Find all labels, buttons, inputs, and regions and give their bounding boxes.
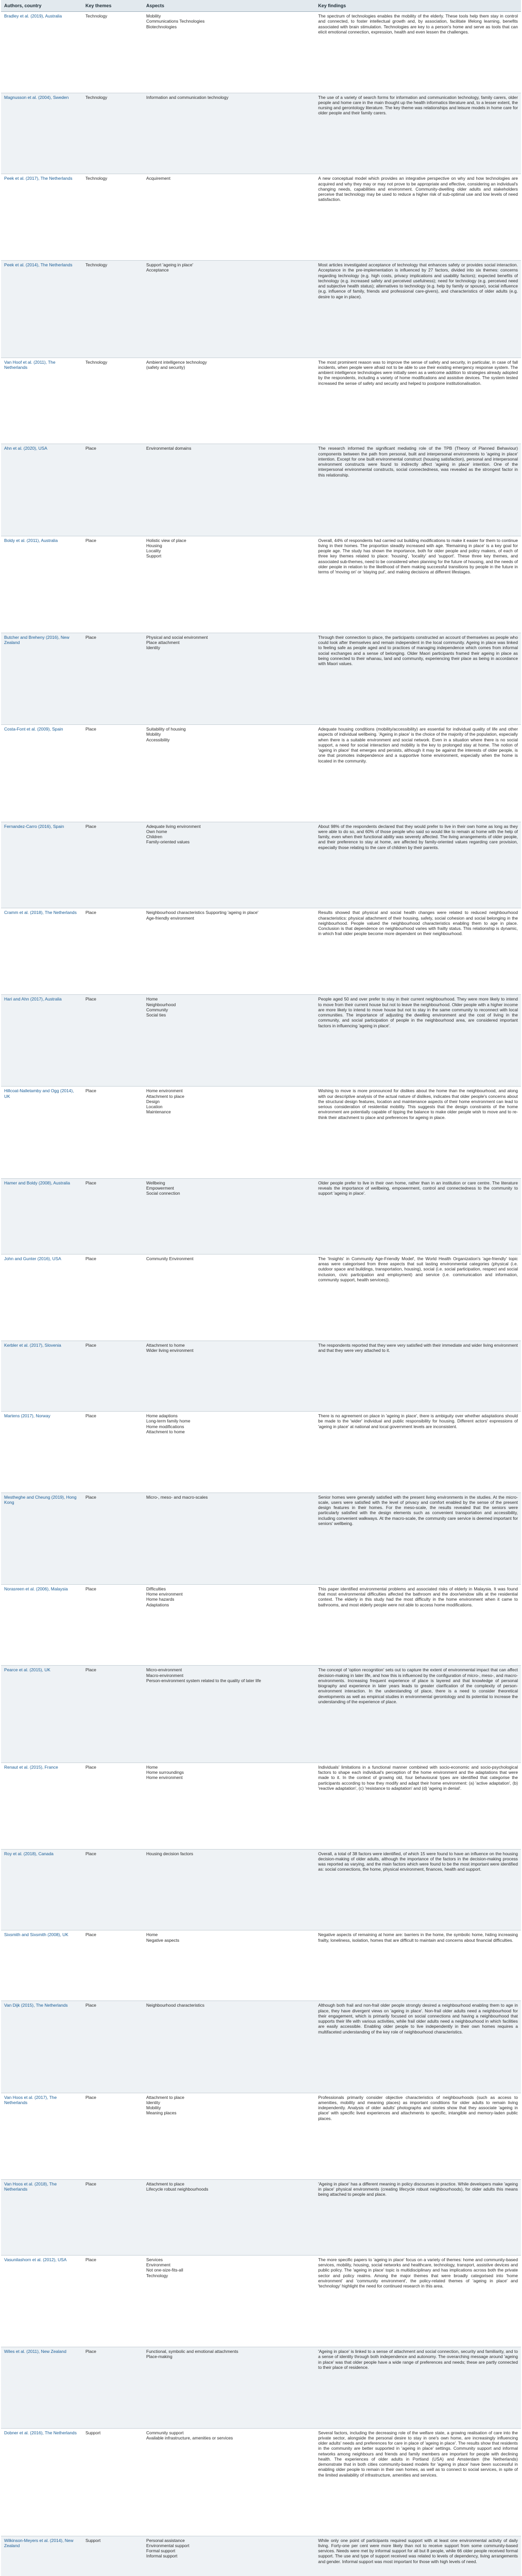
aspect-item: Locality [146, 548, 161, 554]
aspect-item: Identity [146, 2099, 161, 2105]
header-authors: Authors, country [1, 0, 82, 12]
cell-themes: Place [82, 1930, 143, 2001]
cell-findings: The most prominent reason was to improve the sense of safety and security, in particular, in case of fall incidents, when people were afraid not to be able to use their existing emergency response system. The ambient intelligence technologies were initially seen as a welcome addition to strategies already adopted by the respondents, including a variety of home modifications and assistive devices. The system tested increased the sense of safety and security and helped to postpone institutionalisation. [315, 358, 521, 444]
aspect-item: Biotechnologies [146, 24, 177, 29]
aspect-item: Information and communication technology [146, 94, 229, 100]
aspect-item: Children [146, 834, 163, 840]
cell-authors: Magnusson et al. (2004), Sweden [1, 93, 82, 174]
table-row [1, 1341, 521, 1411]
cell-findings: The 'Insights' in Community Age-Friendly Model', the World Health Organization's 'age-friendly' topic areas were categorised from three aspects that suit lasting environmental categories (physical (i.e. outdoor space and buildings, transportation, housing), social (i.e. social participation, respect and social inclusion, civic participation and employment) and service (i.e. communication and information, community support, health services)). [315, 1254, 521, 1341]
cell-findings: The concept of 'option recognition' sets out to capture the extent of environmental impact that can affect decision-making in later life, and how this is influenced by the configuration of micro-, meso-, and macro-environments. Increasing frequent experience of place is layered and that knowledge of personal biography and experience in later years leads to greater clarification of the complexity of person-environment interaction. In the understanding of place, there is a need to consider theoretical developments as well as empirical studies in environmental gerontology and its potential to increase the understanding of the experience of place. [315, 1666, 521, 1762]
aspect-item: Neighbourhood characteristics Supporting 'ageing in place' [146, 910, 258, 916]
cell-authors: Peek et al. (2014), The Netherlands [1, 261, 82, 358]
aspect-item: Support [146, 553, 162, 559]
aspect-item: Community Environment [146, 1256, 194, 1261]
cell-authors: Pearce et al. (2015), UK [1, 1666, 82, 1762]
aspect-item: Place attachment [146, 640, 180, 646]
aspect-item: Support 'ageing in place' [146, 262, 194, 268]
cell-findings: People aged 50 and over prefer to stay in their current neighbourhood. They were more likely to intend to move from their current house but not to leave the neighbourhood. Older people with a higher income are more likely to intend to move house but not to stay in the same community to reconnect with local communities. The importance of adjusting the dwelling environment and the cost of living in the community, and social participation of people in the neighbourhood area, are considered important factors in influencing 'ageing in place'. [315, 995, 521, 1087]
aspect-item: Meaning places [146, 2110, 177, 2116]
cell-aspects [143, 995, 315, 1087]
table-row [1, 1254, 521, 1341]
cell-findings: 'Ageing in place' has a different meaning in policy discourses in practice. While developers make 'ageing in place' physical environments (creating lifecycle robust neighbourhoods), for older adults this means being attached to people and place. [315, 2179, 521, 2255]
cell-authors: Hari and Ahn (2017), Australia [1, 995, 82, 1087]
cell-aspects [143, 633, 315, 724]
literature-review-table [1, 0, 521, 2576]
aspect-item: Attachment to home [146, 1342, 185, 1348]
cell-aspects [143, 1254, 315, 1341]
cell-findings: Older people prefer to live in their own home, rather than in an institution or care centre. The literature reveals the importance of wellbeing, empowerment, control and connectedness to the community to support 'ageing in place'. [315, 1178, 521, 1254]
table-row [1, 1584, 521, 1666]
aspect-item: Home hazards [146, 1597, 175, 1602]
cell-themes: Support [82, 2428, 143, 2536]
aspect-item: Social connection [146, 1191, 180, 1196]
cell-authors: Sixsmith and Sixsmith (2008), UK [1, 1930, 82, 2001]
cell-aspects [143, 1762, 315, 1849]
cell-themes: Place [82, 1762, 143, 1849]
table-row [1, 2428, 521, 2536]
cell-findings: Most articles investigated acceptance of technology that enhances safety or provides social interaction. Acceptance in the pre-implementation is influenced by 27 factors, divided into six themes: concerns regarding technology (e.g. high costs, privacy implications and usability factors); expected benefits of technology (e.g. increased safety and perceived usefulness); need for technology (e.g. perceived need and subjective health status); alternatives to technology (e.g. help by family or spouse), social influence (e.g. influence of family, friends and professional care-givers), and characteristics of older adults (e.g. desire to age in place). [315, 261, 521, 358]
table-row [1, 1666, 521, 1762]
aspect-item: Holistic view of place [146, 537, 186, 543]
aspect-item: Attachment to place [146, 2094, 185, 2100]
table-row [1, 1087, 521, 1178]
cell-themes: Support [82, 2536, 143, 2576]
aspect-item: Home [146, 996, 158, 1002]
aspect-item: Physical and social environment [146, 634, 208, 640]
cell-themes: Technology [82, 174, 143, 261]
table-row [1, 261, 521, 358]
cell-themes: Place [82, 536, 143, 633]
cell-authors: Boldy et al. (2011), Australia [1, 536, 82, 633]
cell-themes: Place [82, 822, 143, 908]
aspect-item: Maintenance [146, 1109, 171, 1115]
cell-findings: Through their connection to place, the participants constructed an account of themselves as people who could look after themselves and remain independent in the local community. Ageing in place was linked to feeling safe as people aged and to practices of managing independence which comes from informal social exchanges and a sense of belonging. Older Maori participants framed their ageing in place as being connected to their whanau, land and community, experiencing their place as being in accordance with Maori values. [315, 633, 521, 724]
cell-authors: Van Dijk (2015), The Netherlands [1, 2001, 82, 2093]
aspect-item: Age-friendly environment [146, 915, 195, 921]
table-row [1, 1412, 521, 1493]
cell-findings: Overall, a total of 38 factors were identified, of which 15 were found to have an influence on the housing decision-making of older adults, although the importance of the factors in the decision-making process was reported as varying, and the main factors which were found to be the most important were identified as: social connections, the home, physical environment, finances, health and support. [315, 1849, 521, 1930]
aspect-item: Location [146, 1104, 163, 1110]
cell-themes: Place [82, 2179, 143, 2255]
cell-authors: Martens (2017), Norway [1, 1412, 82, 1493]
cell-aspects [143, 1666, 315, 1762]
aspect-item: Community support [146, 2430, 184, 2435]
aspect-item: Mobility [146, 2105, 161, 2111]
cell-findings: Professionals primarily consider objective characteristics of neighbourhoods (such as access to amenities, mobility and meaning places) as important conditions for older adults to remain living independently. Analysis of older adults' photographs and stories show that they associate 'ageing in place' with specific lived experiences and attachments to specific, intangible and memory-laden public places. [315, 2093, 521, 2179]
table-row [1, 2093, 521, 2179]
header-themes: Key themes [82, 0, 143, 12]
table-row [1, 822, 521, 908]
cell-authors: Kerbler et al. (2017), Slovenia [1, 1341, 82, 1411]
cell-aspects [143, 2536, 315, 2576]
aspect-item: Negative aspects [146, 1937, 180, 1943]
cell-authors: Peek et al. (2017), The Netherlands [1, 174, 82, 261]
cell-aspects [143, 2001, 315, 2093]
cell-themes: Place [82, 444, 143, 536]
cell-findings: The use of a variety of search forms for information and communication technology, family carers, older people and home care in the main thought up the health informatics literature and, to a lesser extent, the nursing and gerontology literature. The key theme was relationships and leisure models in home care for older people and their family carers. [315, 93, 521, 174]
cell-themes: Place [82, 1584, 143, 1666]
cell-aspects [143, 1087, 315, 1178]
cell-themes: Place [82, 1341, 143, 1411]
cell-aspects [143, 1493, 315, 1584]
cell-themes: Place [82, 2001, 143, 2093]
cell-findings: Negative aspects of remaining at home are: barriers in the home, the symbolic home, hiding increasing frailty, loneliness, isolation, homes that are difficult to maintain and concerns about financial difficulties. [315, 1930, 521, 2001]
cell-themes: Place [82, 1087, 143, 1178]
cell-aspects [143, 2093, 315, 2179]
cell-aspects [143, 1584, 315, 1666]
cell-aspects [143, 93, 315, 174]
header-aspects: Aspects [143, 0, 315, 12]
aspect-item: Technology [146, 2273, 168, 2278]
cell-aspects [143, 725, 315, 822]
table-row [1, 1762, 521, 1849]
table-header-row [1, 0, 521, 12]
aspect-item: (safety and security) [146, 364, 185, 370]
aspect-item: Social ties [146, 1012, 166, 1018]
table-row [1, 2536, 521, 2576]
aspect-item: Environmental domains [146, 446, 192, 451]
cell-themes: Place [82, 908, 143, 995]
aspect-item: Family-oriented values [146, 839, 190, 845]
cell-aspects [143, 1412, 315, 1493]
table-row [1, 2179, 521, 2255]
cell-themes: Place [82, 1412, 143, 1493]
aspect-item: Wellbeing [146, 1180, 165, 1185]
table-row [1, 1849, 521, 1930]
aspect-item: Micro-environment [146, 1667, 182, 1673]
cell-aspects [143, 908, 315, 995]
aspect-item: Neighbourhood characteristics [146, 2003, 205, 2008]
cell-aspects [143, 1849, 315, 1930]
aspect-item: Personal assistance [146, 2537, 185, 2543]
table-row [1, 1930, 521, 2001]
cell-authors: Ahn et al. (2020), USA [1, 444, 82, 536]
aspect-item: Person-environment system related to the quality of later life [146, 1677, 261, 1683]
cell-themes: Place [82, 995, 143, 1087]
cell-aspects [143, 1930, 315, 2001]
cell-authors: Norasreen et al. (2006), Malaysia [1, 1584, 82, 1666]
cell-themes: Technology [82, 358, 143, 444]
cell-authors: Van Hoos et al. (2017), The Netherlands [1, 2093, 82, 2179]
cell-authors: Hamer and Boldy (2008), Australia [1, 1178, 82, 1254]
cell-findings: Although both frail and non-frail older people strongly desired a neighbourhood enabling them to age in place, they have divergent views on 'ageing in place'. Non-frail older adults need a neighbourhood for their engagement, which is primarily focused on social connections and having a neighbourhood that supports their life with various activities, while frail older adults need a neighbourhood in which facilities are easily accessible. Enabling older people to live independently in their own homes requires a multifaceted understanding of the key role of neighbourhood characteristics. [315, 2001, 521, 2093]
cell-aspects [143, 358, 315, 444]
cell-themes: Place [82, 1254, 143, 1341]
aspect-item: Housing [146, 543, 162, 548]
cell-aspects [143, 174, 315, 261]
aspect-item: Home modifications [146, 1423, 184, 1429]
aspect-item: Communications Technologies [146, 19, 205, 24]
aspect-item: Difficulties [146, 1586, 166, 1591]
cell-aspects [143, 261, 315, 358]
cell-findings: While only one point of participants required support with at least one environmental activity of daily living. Forty-one per cent were more likely than not to receive support from some community-based services. Needs were met by informal support for all but 8 people, while 66 older people received formal support. The use and type of support received was related to levels of dependency, living arrangements and gender. Informal support was most important for those with high levels of need. [315, 2536, 521, 2576]
cell-findings: Wishing to move is more pronounced for dislikes about the home than the neighbourhood, and along with our descriptive analysis of the actual nature of dislikes, indicates that older people's concerns about the structural design features, location and maintenance aspects of their home environment can lead to serious consideration of residential mobility. This suggests that the design constraints of the home environment are potentially capable of tipping the balance to make older people wish to move and to re-think their attachment to place and preferences for ageing in place. [315, 1087, 521, 1178]
cell-themes: Place [82, 2093, 143, 2179]
cell-themes: Place [82, 2347, 143, 2429]
cell-themes: Technology [82, 261, 143, 358]
cell-themes: Place [82, 1493, 143, 1584]
cell-aspects [143, 2255, 315, 2347]
cell-findings: Senior homes were generally satisfied with the present living environments in the studies. At the micro-scale, users were satisfied with the level of privacy and comfort enabled by the sense of the present design features in their homes. For the meso-scale, the results revealed that the seniors were particularly satisfied with the design elements such as convenient transportation and accessibility, including convenient walkways. At the macro-scale, the community care service is deemed important for seniors' wellbeing. [315, 1493, 521, 1584]
cell-aspects [143, 12, 315, 93]
aspect-item: Formal support [146, 2548, 176, 2554]
aspect-item: Attachment to place [146, 1093, 185, 1099]
table-row [1, 444, 521, 536]
aspect-item: Home environment [146, 1775, 183, 1781]
cell-findings: The more specific papers to 'ageing in place' focus on a variety of themes: home and community-based services, mobility, housing, social networks and healthcare, technology, transport, assistive devices and public policy. The 'ageing in place' topic is multidisciplinary and has implications across both the private sector and policy realms. Among the major themes that were broadly categorised into 'home environment' and 'community environment', the policy-related themes of 'ageing in place' and 'technology' highlight the need for continued research in this area. [315, 2255, 521, 2347]
cell-findings: Several factors, including the decreasing role of the welfare state, a growing realisation of care into the private sector, alongside the personal desire to stay in one's own home, are increasingly influencing older adults' needs and preferences for care in place of 'ageing in place'. The results show that residents in the community are better supported in 'ageing in place' settings. Community support and informal networks among neighbours and friends and family members are important for people with declining health. The experiences of older adults in Portland (USA) and Amsterdam (the Netherlands) demonstrate that in both cities community-based models for 'ageing in place' have been successful in enabling older people to remain in their own homes, as well as to connect to social services, in spite of the limited availability of infrastructure, amenities and services. [315, 2428, 521, 2536]
aspect-item: Design [146, 1098, 160, 1104]
cell-themes: Place [82, 1666, 143, 1762]
table-row [1, 93, 521, 174]
cell-findings: The spectrum of technologies enables the mobility of the elderly. These tools help them stay in control and connected, to foster intellectual growth and, by association, facilitate lifelong learning, benefits associated with brain stimulation. Technologies are key to a person's home and serve as tools that can elicit emotional connection, expression, health and even lessen the challenges. [315, 12, 521, 93]
cell-aspects [143, 2179, 315, 2255]
table-row [1, 536, 521, 633]
cell-findings: The respondents reported that they were very satisfied with their immediate and wider living environment and that they were very attached to it. [315, 1341, 521, 1411]
aspect-item: Not one-size-fits-all [146, 2267, 183, 2273]
cell-themes: Place [82, 1178, 143, 1254]
table-row [1, 2001, 521, 2093]
cell-authors: Butcher and Breheny (2016), New Zealand [1, 633, 82, 724]
cell-authors: Bradley et al. (2019), Australia [1, 12, 82, 93]
cell-themes: Technology [82, 12, 143, 93]
cell-findings: Overall, 44% of respondents had carried out building modifications to make it easier for them to continue living in their homes. The proportion steadily increased with age. 'Remaining in place' is a key goal for people age. The study has shown the importance, both for older people and policy makers, of each of three key themes related to place: 'housing', 'locality' and 'support'. These three key themes, and associated sub-themes, need to be considered when planning for the future of housing, and the needs of older people in relation to the likelihood of them making successful transitions by people in the future in terms of 'moving on' or 'staying put', and making decisions at different lifestages. [315, 536, 521, 633]
table-row [1, 908, 521, 995]
table-row [1, 1493, 521, 1584]
cell-findings: 'Ageing in place' is linked to a sense of attachment and social connection, security and familiarity, and to a sense of identity through both independence and autonomy. The overarching message around 'ageing in place' was that older people have a wide range of preferences and needs; these are partly connected to their place of residence. [315, 2347, 521, 2429]
aspect-item: Place-making [146, 2354, 172, 2360]
table-row [1, 2255, 521, 2347]
cell-authors: Mestheghe and Cheung (2019), Hong Kong [1, 1493, 82, 1584]
cell-findings: There is no agreement on place in 'ageing in place', there is ambiguity over whether adaptations should be made to the 'wider' individual and public responsibility for housing. Different actors' expressions of 'ageing in place' at national and local government levels are inconsistent. [315, 1412, 521, 1493]
aspect-item: Micro-, meso- and macro-scales [146, 1494, 208, 1500]
cell-findings: A new conceptual model which provides an integrative perspective on why and how technologies are acquired and why they may or may not prove to be appropriate and effective, considering an individual's changing needs, capabilities and environment. Community-dwelling older adults and stakeholders perceive that technology may be used to reduce a higher risk of sub-optimal use and low levels of need satisfaction. [315, 174, 521, 261]
aspect-item: Ambient intelligence technology [146, 359, 207, 365]
cell-authors: Fernandez-Carro (2016), Spain [1, 822, 82, 908]
cell-themes: Technology [82, 93, 143, 174]
aspect-item: Available infrastructure, amenities or services [146, 2435, 233, 2441]
table-body [1, 12, 521, 2576]
header-findings: Key findings [315, 0, 521, 12]
cell-authors: John and Gunter (2016), USA [1, 1254, 82, 1341]
cell-authors: Cramm et al. (2018), The Netherlands [1, 908, 82, 995]
aspect-item: Informal support [146, 2553, 178, 2559]
aspect-item: Community [146, 1007, 168, 1012]
cell-findings: Adequate housing conditions (mobility/accessibility) are essential for individual quality of life and other aspects of individual wellbeing. 'Ageing in place' is the choice of the majority of the population, especially when there is a suitable environment and social network. Even in a situation where there is no social support, a need for social interaction and mobility is the key to prolonged stay at home. The notion of 'ageing in place' that emerges and persists, although it may be against the interests of older people, is one that promotes independence and a supportive home environment, especially when the home is located in the community. [315, 725, 521, 822]
cell-authors: Renaut et al. (2015), France [1, 1762, 82, 1849]
aspect-item: Accessibility [146, 737, 170, 742]
table-row [1, 725, 521, 822]
cell-aspects [143, 1178, 315, 1254]
cell-authors: Costa-Font et al. (2009), Spain [1, 725, 82, 822]
cell-findings: Individuals' limitations in a functional manner combined with socio-economic and socio-psychological factors to shape each individual's perception of the home environment and the adaptations that were made to it. In the context of growing old, four behavioural types are identified that categorise the participants according to how they modify and adapt their home environment: (a) 'active adaptation', (b) 'reactive adaptation', (c) 'resistance to adaptation' and (d) 'ageing in denial'. [315, 1762, 521, 1849]
aspect-item: Home [146, 1932, 158, 1938]
aspect-item: Attachment to place [146, 2181, 185, 2187]
cell-authors: Wilkinson-Meyers et al. (2014), New Zealand [1, 2536, 82, 2576]
table-row [1, 2347, 521, 2429]
cell-aspects [143, 2428, 315, 2536]
aspect-item: Macro-environment [146, 1672, 184, 1678]
table-row [1, 174, 521, 261]
cell-aspects [143, 822, 315, 908]
table-row [1, 358, 521, 444]
aspect-item: Lifecycle robust neighbourhoods [146, 2186, 208, 2192]
aspect-item: Empowerment [146, 1185, 174, 1191]
aspect-item: Home adaptions [146, 1413, 178, 1418]
aspect-item: Identity [146, 645, 161, 651]
table-row [1, 995, 521, 1087]
table-row [1, 1178, 521, 1254]
cell-authors: Roy et al. (2018), Canada [1, 1849, 82, 1930]
aspect-item: Long-term family home [146, 1418, 190, 1424]
cell-findings: The research informed the significant mediating role of the TPB (Theory of Planned Behaviour) components between the path from personal, built and interpersonal environments to 'ageing in place' intention. Except for one built environmental construct (housing satisfaction), personal and interpersonal environment constructs were found to indirectly affect 'ageing in place' intention. One of the interpersonal environmental constructs, social connectedness, was revealed as the strongest factor in this relationship. [315, 444, 521, 536]
aspect-item: Home [146, 1764, 158, 1770]
cell-themes: Place [82, 633, 143, 724]
aspect-item: Environmental support [146, 2543, 189, 2548]
aspect-item: Acquirement [146, 176, 171, 181]
cell-findings: This paper identified environmental problems and associated risks of elderly in Malaysia. It was found that most environmental difficulties affected the bathroom and the door/window sills at the residential context. The elderly in this study had the most difficulty in the home environment when it came to bathrooms, and most elderly people were not able to access home modifications. [315, 1584, 521, 1666]
cell-themes: Place [82, 725, 143, 822]
cell-aspects [143, 1341, 315, 1411]
aspect-item: Home environment [146, 1088, 183, 1094]
aspect-item: Functional, symbolic and emotional attachments [146, 2349, 238, 2354]
cell-authors: Van Hoos et al. (2018), The Netherlands [1, 2179, 82, 2255]
cell-authors: Hillcoat-Nalletamby and Ogg (2014), UK [1, 1087, 82, 1178]
table-row [1, 12, 521, 93]
aspect-item: Own home [146, 828, 167, 834]
cell-themes: Place [82, 1849, 143, 1930]
aspect-item: Wider living environment [146, 1348, 194, 1353]
aspect-item: Attachment to home [146, 1429, 185, 1434]
cell-aspects [143, 536, 315, 633]
aspect-item: Acceptance [146, 267, 169, 273]
cell-authors: Wiles et al. (2011), New Zealand [1, 2347, 82, 2429]
aspect-item: Adequate living environment [146, 823, 201, 829]
aspect-item: Suitability of housing [146, 726, 186, 732]
cell-aspects [143, 2347, 315, 2429]
aspect-item: Mobility [146, 13, 161, 19]
aspect-item: Mobility [146, 732, 161, 737]
cell-authors: Vasunilashorn et al. (2012), USA [1, 2255, 82, 2347]
table-row [1, 633, 521, 724]
aspect-item: Housing decision factors [146, 1851, 194, 1856]
aspect-item: Adaptations [146, 1602, 169, 1607]
aspect-item: Neighbourhood [146, 1002, 176, 1007]
cell-themes: Place [82, 2255, 143, 2347]
cell-authors: Van Hoof et al. (2011), The Netherlands [1, 358, 82, 444]
aspect-item: Environment [146, 2262, 171, 2268]
aspect-item: Home surroundings [146, 1770, 184, 1775]
cell-aspects [143, 444, 315, 536]
cell-authors: Dobner et al. (2016), The Netherlands [1, 2428, 82, 2536]
cell-findings: Results showed that physical and social health changes were related to reduced neighbourhood characteristics: physical attachment of their housing, safety, social cohesion and social belonging in the neighbourhood. People valued the neighbourhood characteristics enabling them to age in place. Conclusion is that dependence on neighbourhood varies with frailty status. This relationship is dynamic, in which frail older people become more dependent on their neighbourhood. [315, 908, 521, 995]
aspect-item: Home environment [146, 1591, 183, 1597]
cell-findings: About 98% of the respondents declared that they would prefer to live in their own home as long as they were able to do so, and 60% of those people who said so would like to remain at home with the help of family, even when their functional ability was severely affected. The living arrangements of older people, and their preference to stay at home, are affected by family-oriented values regarding care provision, especially those relating to the care of children by their parents. [315, 822, 521, 908]
aspect-item: Services [146, 2257, 163, 2262]
